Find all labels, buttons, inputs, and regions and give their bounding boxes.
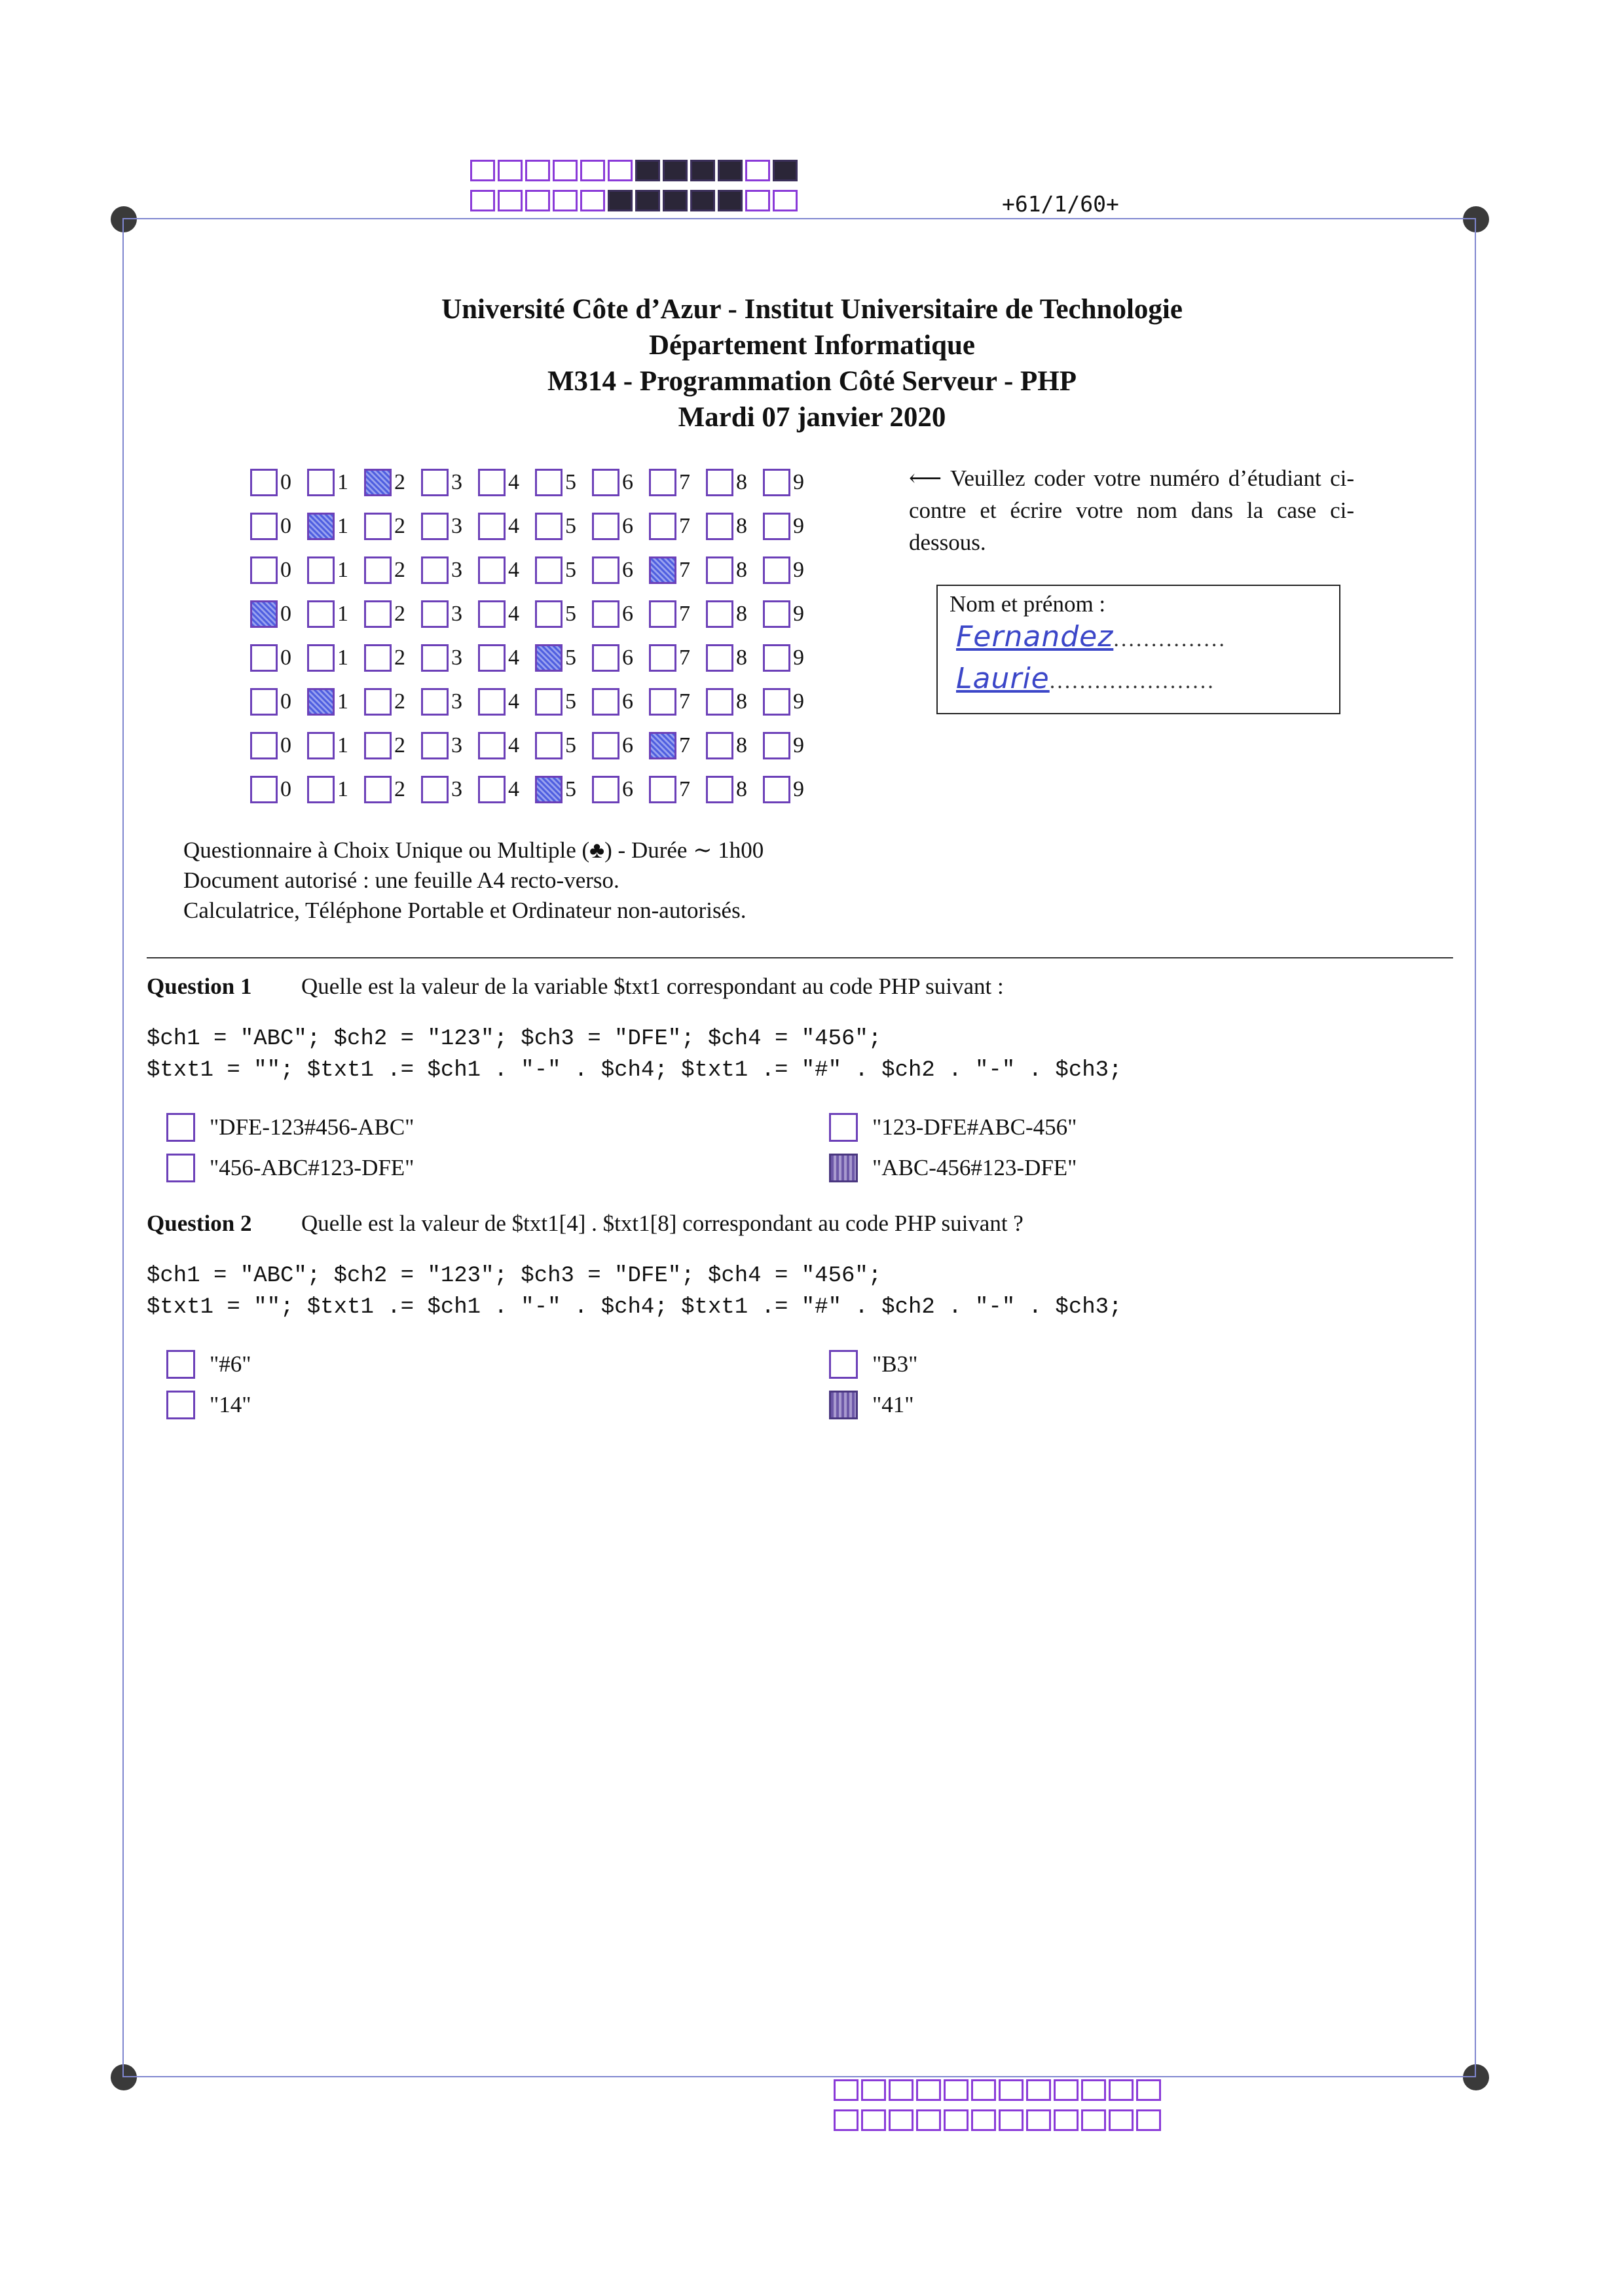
student-number-checkbox[interactable] bbox=[478, 732, 506, 759]
student-number-digit-label: 2 bbox=[394, 601, 405, 626]
student-number-checkbox[interactable] bbox=[250, 776, 278, 803]
student-number-instructions: ⟵ Veuillez coder votre numéro d’étudiant ci-contre et écrire votre nom dans la case ci-dessous. bbox=[909, 465, 1354, 555]
student-number-digit-option[interactable] bbox=[592, 688, 649, 716]
page-id: +61/1/60+ bbox=[1002, 191, 1119, 217]
student-number-checkbox[interactable] bbox=[364, 732, 392, 759]
student-number-row bbox=[250, 548, 820, 592]
student-number-digit-option[interactable] bbox=[364, 469, 421, 496]
student-number-digit-option[interactable] bbox=[706, 469, 763, 496]
student-number-digit-option[interactable] bbox=[364, 732, 421, 759]
student-number-digit-label: 3 bbox=[451, 776, 462, 801]
student-number-digit-label: 9 bbox=[793, 601, 804, 626]
student-number-digit-label: 6 bbox=[622, 733, 633, 757]
student-number-digit-option[interactable] bbox=[592, 644, 649, 672]
student-number-digit-label: 1 bbox=[337, 645, 348, 670]
student-number-checkbox[interactable] bbox=[364, 776, 392, 803]
student-number-row bbox=[250, 767, 820, 811]
student-number-digit-label: 4 bbox=[508, 733, 519, 757]
student-number-digit-option[interactable] bbox=[250, 732, 307, 759]
header-date: Mardi 07 janvier 2020 bbox=[678, 402, 946, 433]
student-number-checkbox[interactable] bbox=[763, 600, 790, 628]
student-number-checkbox[interactable] bbox=[763, 644, 790, 672]
student-number-digit-label: 8 bbox=[736, 513, 747, 538]
student-number-digit-option[interactable] bbox=[649, 469, 706, 496]
q1-answer-d[interactable]: "ABC-456#123-DFE" bbox=[829, 1154, 1077, 1182]
student-number-digit-option[interactable] bbox=[421, 776, 478, 803]
student-number-checkbox[interactable] bbox=[649, 513, 676, 540]
student-number-digit-label: 0 bbox=[280, 645, 291, 670]
student-number-digit-option[interactable] bbox=[706, 600, 763, 628]
student-number-digit-option[interactable] bbox=[250, 600, 307, 628]
student-number-checkbox[interactable] bbox=[421, 732, 449, 759]
student-number-checkbox[interactable] bbox=[535, 600, 563, 628]
question-2 bbox=[147, 1211, 1024, 1237]
student-number-digit-label: 8 bbox=[736, 469, 747, 494]
student-number-digit-option[interactable] bbox=[535, 556, 592, 584]
student-number-digit-label: 2 bbox=[394, 469, 405, 494]
student-number-digit-label: 2 bbox=[394, 689, 405, 714]
student-number-digit-option[interactable] bbox=[592, 469, 649, 496]
q2-answer-c[interactable]: "14" bbox=[166, 1391, 251, 1419]
student-number-checkbox[interactable] bbox=[250, 644, 278, 672]
student-number-digit-label: 2 bbox=[394, 645, 405, 670]
student-number-digit-label: 2 bbox=[394, 776, 405, 801]
student-number-digit-label: 9 bbox=[793, 469, 804, 494]
student-number-digit-option[interactable] bbox=[478, 600, 535, 628]
student-number-digit-label: 2 bbox=[394, 557, 405, 582]
student-number-digit-option[interactable] bbox=[763, 600, 820, 628]
q2-answer-a-checkbox[interactable] bbox=[166, 1350, 195, 1379]
student-number-digit-option[interactable] bbox=[763, 644, 820, 672]
student-number-checkbox[interactable] bbox=[421, 688, 449, 716]
student-number-digit-label: 6 bbox=[622, 557, 633, 582]
student-number-digit-option[interactable] bbox=[649, 556, 706, 584]
student-number-digit-label: 8 bbox=[736, 601, 747, 626]
student-number-checkbox[interactable] bbox=[763, 688, 790, 716]
student-number-checkbox[interactable] bbox=[706, 513, 733, 540]
header-department: Département Informatique bbox=[649, 330, 975, 361]
student-number-checkbox[interactable] bbox=[592, 600, 619, 628]
student-number-checkbox[interactable] bbox=[307, 688, 335, 716]
student-number-digit-label: 4 bbox=[508, 689, 519, 714]
student-number-checkbox[interactable] bbox=[250, 688, 278, 716]
student-number-checkbox[interactable] bbox=[421, 644, 449, 672]
student-number-checkbox[interactable] bbox=[592, 513, 619, 540]
student-number-digit-label: 6 bbox=[622, 776, 633, 801]
student-number-digit-label: 0 bbox=[280, 513, 291, 538]
student-number-digit-option[interactable] bbox=[250, 469, 307, 496]
student-number-digit-label: 1 bbox=[337, 513, 348, 538]
student-number-checkbox[interactable] bbox=[649, 644, 676, 672]
student-number-checkbox[interactable] bbox=[478, 688, 506, 716]
student-number-digit-option[interactable] bbox=[250, 513, 307, 540]
student-number-digit-label: 1 bbox=[337, 689, 348, 714]
student-number-digit-label: 0 bbox=[280, 776, 291, 801]
student-number-digit-label: 8 bbox=[736, 689, 747, 714]
student-number-digit-option[interactable] bbox=[706, 644, 763, 672]
student-number-digit-option[interactable] bbox=[535, 513, 592, 540]
student-number-digit-label: 3 bbox=[451, 733, 462, 757]
student-number-digit-option[interactable] bbox=[706, 776, 763, 803]
student-number-digit-option[interactable] bbox=[478, 776, 535, 803]
student-number-digit-option[interactable] bbox=[307, 556, 364, 584]
student-number-checkbox[interactable] bbox=[706, 644, 733, 672]
first-name-line: Laurie...................... bbox=[956, 662, 1215, 695]
student-number-digit-option[interactable] bbox=[364, 600, 421, 628]
student-number-checkbox[interactable] bbox=[649, 469, 676, 496]
q2-answer-b-checkbox[interactable] bbox=[829, 1350, 858, 1379]
q1-answer-c[interactable]: "456-ABC#123-DFE" bbox=[166, 1154, 414, 1182]
student-number-digit-label: 8 bbox=[736, 733, 747, 757]
student-number-digit-label: 0 bbox=[280, 601, 291, 626]
student-number-digit-label: 8 bbox=[736, 557, 747, 582]
student-number-digit-label: 7 bbox=[679, 733, 690, 757]
student-number-checkbox[interactable] bbox=[706, 688, 733, 716]
student-number-checkbox[interactable] bbox=[364, 513, 392, 540]
barcode-bottom-row2 bbox=[834, 2109, 1161, 2131]
student-number-checkbox[interactable] bbox=[763, 513, 790, 540]
header-course: M314 - Programmation Côté Serveur - PHP bbox=[547, 366, 1077, 397]
student-number-digit-option[interactable] bbox=[706, 688, 763, 716]
student-number-digit-label: 5 bbox=[565, 601, 576, 626]
student-number-checkbox[interactable] bbox=[421, 600, 449, 628]
student-number-checkbox[interactable] bbox=[421, 469, 449, 496]
student-number-checkbox[interactable] bbox=[649, 776, 676, 803]
q2-answer-d[interactable]: "41" bbox=[829, 1391, 914, 1419]
student-number-row bbox=[250, 723, 820, 767]
exam-info-line1: Questionnaire à Choix Unique ou Multiple (♣) - Durée ∼ 1h00 bbox=[183, 837, 764, 863]
student-number-checkbox[interactable] bbox=[649, 732, 676, 759]
student-number-checkbox[interactable] bbox=[478, 469, 506, 496]
student-number-digit-label: 7 bbox=[679, 513, 690, 538]
student-number-checkbox[interactable] bbox=[364, 600, 392, 628]
student-number-checkbox[interactable] bbox=[592, 688, 619, 716]
student-number-digit-label: 8 bbox=[736, 776, 747, 801]
q2-answer-b[interactable]: "B3" bbox=[829, 1350, 917, 1379]
student-number-digit-label: 7 bbox=[679, 645, 690, 670]
separator-line bbox=[147, 957, 1453, 958]
student-number-digit-label: 0 bbox=[280, 733, 291, 757]
student-number-digit-label: 1 bbox=[337, 601, 348, 626]
student-number-checkbox[interactable] bbox=[592, 732, 619, 759]
student-number-digit-label: 9 bbox=[793, 557, 804, 582]
student-number-checkbox[interactable] bbox=[649, 600, 676, 628]
student-number-row bbox=[250, 592, 820, 636]
student-number-digit-label: 5 bbox=[565, 689, 576, 714]
question-1-label: Question 1 bbox=[147, 974, 252, 999]
student-number-digit-label: 3 bbox=[451, 469, 462, 494]
handwritten-first-name: Laurie bbox=[956, 662, 1050, 695]
student-number-digit-option[interactable] bbox=[421, 556, 478, 584]
student-number-checkbox[interactable] bbox=[535, 644, 563, 672]
q1-answer-d-checkbox[interactable] bbox=[829, 1154, 858, 1182]
student-number-checkbox[interactable] bbox=[478, 776, 506, 803]
student-number-digit-label: 4 bbox=[508, 601, 519, 626]
student-number-digit-label: 7 bbox=[679, 469, 690, 494]
student-number-checkbox[interactable] bbox=[535, 776, 563, 803]
student-number-digit-label: 6 bbox=[622, 689, 633, 714]
student-number-checkbox[interactable] bbox=[592, 556, 619, 584]
student-number-digit-label: 3 bbox=[451, 689, 462, 714]
student-number-digit-label: 9 bbox=[793, 513, 804, 538]
question-2-text: Quelle est la valeur de $txt1[4] . $txt1[8] correspondant au code PHP suivant ? bbox=[301, 1211, 1024, 1236]
q1-answer-a[interactable]: "DFE-123#456-ABC" bbox=[166, 1113, 414, 1142]
student-number-digit-label: 6 bbox=[622, 645, 633, 670]
student-number-checkbox[interactable] bbox=[649, 688, 676, 716]
student-number-digit-option[interactable] bbox=[478, 556, 535, 584]
student-number-digit-option[interactable] bbox=[307, 732, 364, 759]
student-number-checkbox[interactable] bbox=[364, 644, 392, 672]
student-number-digit-option[interactable] bbox=[649, 688, 706, 716]
name-box-label: Nom et prénom : bbox=[950, 591, 1106, 617]
barcode-top-row1 bbox=[470, 160, 798, 181]
student-number-checkbox[interactable] bbox=[364, 469, 392, 496]
student-number-digit-label: 6 bbox=[622, 601, 633, 626]
student-number-digit-label: 1 bbox=[337, 469, 348, 494]
student-number-digit-option[interactable] bbox=[649, 732, 706, 759]
student-number-digit-option[interactable] bbox=[763, 776, 820, 803]
student-number-digit-option[interactable] bbox=[307, 513, 364, 540]
student-number-digit-option[interactable] bbox=[307, 469, 364, 496]
question-2-code-line1: $ch1 = "ABC"; $ch2 = "123"; $ch3 = "DFE"; $ch4 = "456"; bbox=[147, 1264, 882, 1288]
student-number-checkbox[interactable] bbox=[307, 644, 335, 672]
q1-answer-b[interactable]: "123-DFE#ABC-456" bbox=[829, 1113, 1077, 1142]
student-number-digit-option[interactable] bbox=[763, 556, 820, 584]
last-name-line: Fernandez............... bbox=[956, 620, 1227, 653]
student-number-digit-label: 5 bbox=[565, 557, 576, 582]
student-number-checkbox[interactable] bbox=[535, 513, 563, 540]
student-number-digit-label: 3 bbox=[451, 513, 462, 538]
student-number-digit-option[interactable] bbox=[592, 556, 649, 584]
student-number-digit-label: 5 bbox=[565, 469, 576, 494]
student-number-digit-option[interactable] bbox=[364, 513, 421, 540]
question-2-code-line2: $txt1 = ""; $txt1 .= $ch1 . "-" . $ch4; $txt1 .= "#" . $ch2 . "-" . $ch3; bbox=[147, 1295, 1122, 1320]
student-number-digit-label: 4 bbox=[508, 513, 519, 538]
student-number-digit-option[interactable] bbox=[649, 776, 706, 803]
student-number-checkbox[interactable] bbox=[421, 513, 449, 540]
student-number-checkbox[interactable] bbox=[763, 556, 790, 584]
student-number-digit-option[interactable] bbox=[706, 732, 763, 759]
student-number-digit-option[interactable] bbox=[478, 688, 535, 716]
student-number-digit-option[interactable] bbox=[535, 776, 592, 803]
student-number-digit-label: 2 bbox=[394, 733, 405, 757]
student-number-checkbox[interactable] bbox=[478, 556, 506, 584]
student-number-digit-option[interactable] bbox=[421, 644, 478, 672]
student-number-digit-label: 9 bbox=[793, 733, 804, 757]
student-number-digit-label: 1 bbox=[337, 776, 348, 801]
student-number-checkbox[interactable] bbox=[592, 776, 619, 803]
student-number-checkbox[interactable] bbox=[250, 600, 278, 628]
student-number-digit-option[interactable] bbox=[421, 732, 478, 759]
student-number-digit-option[interactable] bbox=[763, 469, 820, 496]
student-number-checkbox[interactable] bbox=[307, 556, 335, 584]
student-number-digit-option[interactable] bbox=[649, 513, 706, 540]
student-number-checkbox[interactable] bbox=[478, 513, 506, 540]
student-number-digit-option[interactable] bbox=[421, 513, 478, 540]
student-number-digit-option[interactable] bbox=[478, 644, 535, 672]
student-number-digit-option[interactable] bbox=[364, 688, 421, 716]
student-number-digit-option[interactable] bbox=[535, 732, 592, 759]
student-number-checkbox[interactable] bbox=[250, 732, 278, 759]
student-number-checkbox[interactable] bbox=[763, 776, 790, 803]
student-number-checkbox[interactable] bbox=[364, 688, 392, 716]
student-number-digit-label: 4 bbox=[508, 776, 519, 801]
student-number-digit-option[interactable] bbox=[535, 688, 592, 716]
q1-answer-a-checkbox[interactable] bbox=[166, 1113, 195, 1142]
student-number-digit-option[interactable] bbox=[763, 688, 820, 716]
student-number-digit-label: 8 bbox=[736, 645, 747, 670]
student-number-digit-label: 7 bbox=[679, 557, 690, 582]
student-number-digit-option[interactable] bbox=[364, 556, 421, 584]
student-number-digit-option[interactable] bbox=[706, 556, 763, 584]
exam-info-line3: Calculatrice, Téléphone Portable et Ordinateur non-autorisés. bbox=[183, 898, 747, 923]
student-number-checkbox[interactable] bbox=[307, 600, 335, 628]
student-number-checkbox[interactable] bbox=[706, 600, 733, 628]
question-1 bbox=[147, 974, 1004, 1000]
question-1-text: Quelle est la valeur de la variable $txt1 correspondant au code PHP suivant : bbox=[301, 974, 1004, 999]
student-number-digit-option[interactable] bbox=[763, 513, 820, 540]
student-number-checkbox[interactable] bbox=[250, 556, 278, 584]
student-number-checkbox[interactable] bbox=[421, 556, 449, 584]
student-number-checkbox[interactable] bbox=[250, 469, 278, 496]
student-number-checkbox[interactable] bbox=[421, 776, 449, 803]
handwritten-last-name: Fernandez bbox=[956, 620, 1114, 653]
student-number-digit-label: 6 bbox=[622, 469, 633, 494]
student-number-digit-option[interactable] bbox=[706, 513, 763, 540]
student-number-digit-option[interactable] bbox=[592, 600, 649, 628]
student-number-digit-option[interactable] bbox=[307, 644, 364, 672]
student-number-row bbox=[250, 680, 820, 723]
student-number-checkbox[interactable] bbox=[706, 556, 733, 584]
student-number-digit-option[interactable] bbox=[250, 644, 307, 672]
student-number-checkbox[interactable] bbox=[649, 556, 676, 584]
barcode-top-row2 bbox=[470, 190, 798, 211]
student-number-digit-label: 0 bbox=[280, 557, 291, 582]
student-number-digit-option[interactable] bbox=[535, 469, 592, 496]
q2-answer-a[interactable]: "#6" bbox=[166, 1350, 251, 1379]
student-number-digit-option[interactable] bbox=[478, 513, 535, 540]
student-number-digit-option[interactable] bbox=[535, 644, 592, 672]
student-number-checkbox[interactable] bbox=[307, 513, 335, 540]
student-number-digit-option[interactable] bbox=[250, 776, 307, 803]
q2-answer-d-checkbox[interactable] bbox=[829, 1391, 858, 1419]
student-number-digit-option[interactable] bbox=[364, 776, 421, 803]
student-number-digit-label: 5 bbox=[565, 776, 576, 801]
student-number-digit-label: 7 bbox=[679, 689, 690, 714]
question-1-code-line1: $ch1 = "ABC"; $ch2 = "123"; $ch3 = "DFE"; $ch4 = "456"; bbox=[147, 1027, 882, 1051]
student-number-digit-option[interactable] bbox=[592, 513, 649, 540]
student-number-digit-option[interactable] bbox=[535, 600, 592, 628]
student-number-digit-label: 3 bbox=[451, 601, 462, 626]
student-number-digit-label: 5 bbox=[565, 513, 576, 538]
student-number-row bbox=[250, 636, 820, 680]
student-number-digit-label: 6 bbox=[622, 513, 633, 538]
barcode-bottom-row1 bbox=[834, 2079, 1161, 2101]
student-number-digit-label: 4 bbox=[508, 469, 519, 494]
student-number-digit-option[interactable] bbox=[307, 688, 364, 716]
student-number-digit-label: 9 bbox=[793, 776, 804, 801]
student-number-digit-option[interactable] bbox=[763, 732, 820, 759]
student-number-digit-option[interactable] bbox=[421, 600, 478, 628]
student-number-checkbox[interactable] bbox=[307, 776, 335, 803]
student-number-checkbox[interactable] bbox=[250, 513, 278, 540]
student-number-digit-option[interactable] bbox=[307, 776, 364, 803]
student-number-digit-label: 7 bbox=[679, 601, 690, 626]
student-number-checkbox[interactable] bbox=[706, 732, 733, 759]
student-number-digit-option[interactable] bbox=[592, 732, 649, 759]
student-number-digit-option[interactable] bbox=[250, 556, 307, 584]
student-number-digit-label: 7 bbox=[679, 776, 690, 801]
student-number-digit-label: 9 bbox=[793, 689, 804, 714]
student-number-checkbox[interactable] bbox=[706, 469, 733, 496]
student-number-digit-label: 5 bbox=[565, 645, 576, 670]
header-institution: Université Côte d’Azur - Institut Universitaire de Technologie bbox=[441, 294, 1183, 325]
student-number-digit-option[interactable] bbox=[649, 644, 706, 672]
student-number-digit-label: 2 bbox=[394, 513, 405, 538]
student-number-checkbox[interactable] bbox=[535, 688, 563, 716]
student-number-row bbox=[250, 460, 820, 504]
student-number-grid bbox=[250, 460, 820, 811]
student-number-checkbox[interactable] bbox=[535, 469, 563, 496]
student-number-digit-option[interactable] bbox=[649, 600, 706, 628]
student-number-checkbox[interactable] bbox=[763, 469, 790, 496]
student-number-checkbox[interactable] bbox=[763, 732, 790, 759]
student-number-digit-option[interactable] bbox=[421, 688, 478, 716]
student-number-checkbox[interactable] bbox=[706, 776, 733, 803]
exam-info-line2: Document autorisé : une feuille A4 recto-verso. bbox=[183, 867, 619, 893]
student-number-digit-label: 1 bbox=[337, 557, 348, 582]
student-number-digit-label: 3 bbox=[451, 645, 462, 670]
student-number-checkbox[interactable] bbox=[592, 644, 619, 672]
student-number-digit-label: 0 bbox=[280, 689, 291, 714]
q2-answer-c-checkbox[interactable] bbox=[166, 1391, 195, 1419]
student-number-checkbox[interactable] bbox=[364, 556, 392, 584]
student-number-digit-label: 4 bbox=[508, 645, 519, 670]
student-number-digit-label: 9 bbox=[793, 645, 804, 670]
student-number-checkbox[interactable] bbox=[592, 469, 619, 496]
student-number-checkbox[interactable] bbox=[478, 644, 506, 672]
student-number-digit-label: 5 bbox=[565, 733, 576, 757]
student-number-digit-label: 3 bbox=[451, 557, 462, 582]
student-number-digit-option[interactable] bbox=[592, 776, 649, 803]
student-number-digit-option[interactable] bbox=[478, 732, 535, 759]
question-2-label: Question 2 bbox=[147, 1211, 252, 1236]
student-number-digit-option[interactable] bbox=[478, 469, 535, 496]
student-number-digit-option[interactable] bbox=[364, 644, 421, 672]
q1-answer-c-checkbox[interactable] bbox=[166, 1154, 195, 1182]
student-number-checkbox[interactable] bbox=[307, 469, 335, 496]
student-number-checkbox[interactable] bbox=[535, 732, 563, 759]
q1-answer-b-checkbox[interactable] bbox=[829, 1113, 858, 1142]
student-number-digit-label: 1 bbox=[337, 733, 348, 757]
student-number-digit-option[interactable] bbox=[250, 688, 307, 716]
student-number-digit-label: 0 bbox=[280, 469, 291, 494]
student-number-digit-label: 4 bbox=[508, 557, 519, 582]
student-number-digit-option[interactable] bbox=[421, 469, 478, 496]
name-box[interactable] bbox=[936, 585, 1340, 714]
student-number-checkbox[interactable] bbox=[535, 556, 563, 584]
question-1-code-line2: $txt1 = ""; $txt1 .= $ch1 . "-" . $ch4; $txt1 .= "#" . $ch2 . "-" . $ch3; bbox=[147, 1058, 1122, 1083]
student-number-digit-option[interactable] bbox=[307, 600, 364, 628]
student-number-row bbox=[250, 504, 820, 548]
student-number-checkbox[interactable] bbox=[307, 732, 335, 759]
student-number-checkbox[interactable] bbox=[478, 600, 506, 628]
